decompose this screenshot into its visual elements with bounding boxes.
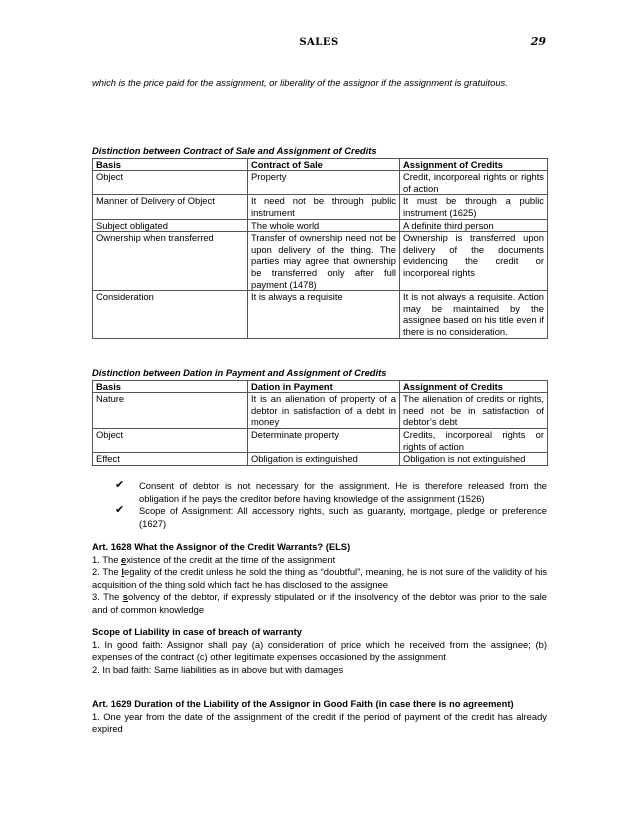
table-cell: Obligation is not extinguished	[400, 453, 548, 466]
table-cell: Effect	[93, 453, 248, 466]
table-header-row	[93, 158, 548, 171]
checklist	[115, 480, 547, 530]
section-heading: Art. 1629 Duration of the Liability of the Assignor in Good Faith (in case there is no agreement)	[92, 698, 514, 709]
sale-vs-assignment-table	[92, 158, 548, 339]
table-row	[93, 219, 548, 232]
checklist-text: Scope of Assignment: All accessory rights, such as guaranty, mortgage, pledge or preference (1627)	[139, 505, 547, 529]
table-caption: Distinction between Dation in Payment and Assignment of Credits	[92, 367, 387, 378]
item-prefix: 1. The	[92, 553, 122, 565]
list-item: 1. One year from the date of the assignment of the credit if the period of payment of the credit has already expired	[92, 710, 547, 735]
table-cell: It is not always a requisite. Action may be maintained by the assignee based on his title even if there is no consideration.	[400, 291, 548, 338]
table-row	[93, 291, 548, 338]
mnemonic-letter: s	[122, 591, 128, 603]
list-item	[92, 566, 547, 591]
column-header: Contract of Sale	[248, 158, 400, 171]
mnemonic-letter: e	[121, 553, 127, 565]
column-header: Basis	[93, 380, 248, 393]
dation-vs-assignment-table	[92, 380, 548, 466]
art-1628-section	[92, 541, 547, 617]
table-cell: It must be through a public instrument (1625)	[400, 195, 548, 219]
table-cell: The whole world	[248, 219, 400, 232]
table-cell: Object	[93, 428, 248, 452]
item-prefix: 2. The	[92, 566, 122, 578]
table-cell: Manner of Delivery of Object	[93, 195, 248, 219]
table-row	[93, 453, 548, 466]
table-row	[93, 428, 548, 452]
table-cell: Ownership is transferred upon delivery of the documents evidencing the credit or incorporeal rights	[400, 232, 548, 291]
list-item	[115, 480, 547, 505]
art-1629-section	[92, 698, 547, 736]
table-cell: It need not be through public instrument	[248, 195, 400, 219]
table-cell: Subject obligated	[93, 219, 248, 232]
section-heading: Art. 1628 What the Assignor of the Credit Warrants? (ELS)	[92, 541, 351, 552]
table-row	[93, 232, 548, 291]
check-mark-icon: ✔	[115, 503, 125, 517]
checklist-text: Consent of debtor is not necessary for the assignment. He is therefore released from the obligation if he pays the creditor before having knowledge of the assignment (1526)	[139, 480, 547, 504]
list-item: 2. In bad faith: Same liabilities as in above but with damages	[92, 663, 344, 675]
column-header: Assignment of Credits	[400, 380, 548, 393]
item-prefix: 3. The	[92, 591, 123, 603]
table-row	[93, 393, 548, 429]
item-text: olvency of the debtor, if expressly stipulated or if the insolvency of the debtor was prior to the sale and of common knowledge	[92, 591, 547, 615]
running-header-title: SALES	[299, 37, 339, 48]
table-cell: It is an alienation of property of a debtor in satisfaction of a debt in money	[248, 393, 400, 429]
table-cell: Transfer of ownership need not be upon delivery of the thing. The parties may agree that ownership be transferred only after full payment (1478)	[248, 232, 400, 291]
intro-paragraph: which is the price paid for the assignment, or liberality of the assignor if the assignment is gratuitous.	[92, 77, 508, 88]
table-row	[93, 171, 548, 195]
table-caption: Distinction between Contract of Sale and Assignment of Credits	[92, 145, 377, 156]
item-text: xistence of the credit at the time of the assignment	[126, 553, 336, 565]
dation-vs-assignment-section	[92, 367, 547, 466]
table-cell: Ownership when transferred	[93, 232, 248, 291]
list-item	[115, 505, 547, 530]
list-item: 1. In good faith: Assignor shall pay (a) consideration of price which he received from the assignee; (b) expenses of the contract (c) other legitimate expenses occasioned by the assignment	[92, 638, 547, 663]
list-item	[92, 591, 547, 616]
table-cell: Determinate property	[248, 428, 400, 452]
check-mark-icon: ✔	[115, 478, 125, 491]
table-row	[93, 195, 548, 219]
table-cell: The alienation of credits or rights, need not be in satisfaction of debtor’s debt	[400, 393, 548, 429]
section-heading: Scope of Liability in case of breach of warranty	[92, 626, 302, 637]
column-header: Dation in Payment	[248, 380, 400, 393]
table-cell: Credit, incorporeal rights or rights of action	[400, 171, 548, 195]
column-header: Assignment of Credits	[400, 158, 548, 171]
list-item	[92, 554, 547, 567]
table-cell: Nature	[93, 393, 248, 429]
table-cell: Obligation is extinguished	[248, 453, 400, 466]
table-cell: It is always a requisite	[248, 291, 400, 338]
table-cell: Consideration	[93, 291, 248, 338]
table-cell: A definite third person	[400, 219, 548, 232]
column-header: Basis	[93, 158, 248, 171]
scope-of-liability-section	[92, 626, 547, 676]
table-header-row	[93, 380, 548, 393]
sale-vs-assignment-section	[92, 145, 547, 339]
table-cell: Object	[93, 171, 248, 195]
mnemonic-letter: l	[121, 566, 124, 578]
item-text: egality of the credit unless he sold the thing as “doubtful”, meaning, he is not sure of the validity of his acquisition of the thing sold which fact he has disclosed to the assignee	[92, 566, 548, 590]
page-number: 29	[530, 35, 546, 48]
table-cell: Property	[248, 171, 400, 195]
table-cell: Credits, incorporeal rights or rights of action	[400, 428, 548, 452]
